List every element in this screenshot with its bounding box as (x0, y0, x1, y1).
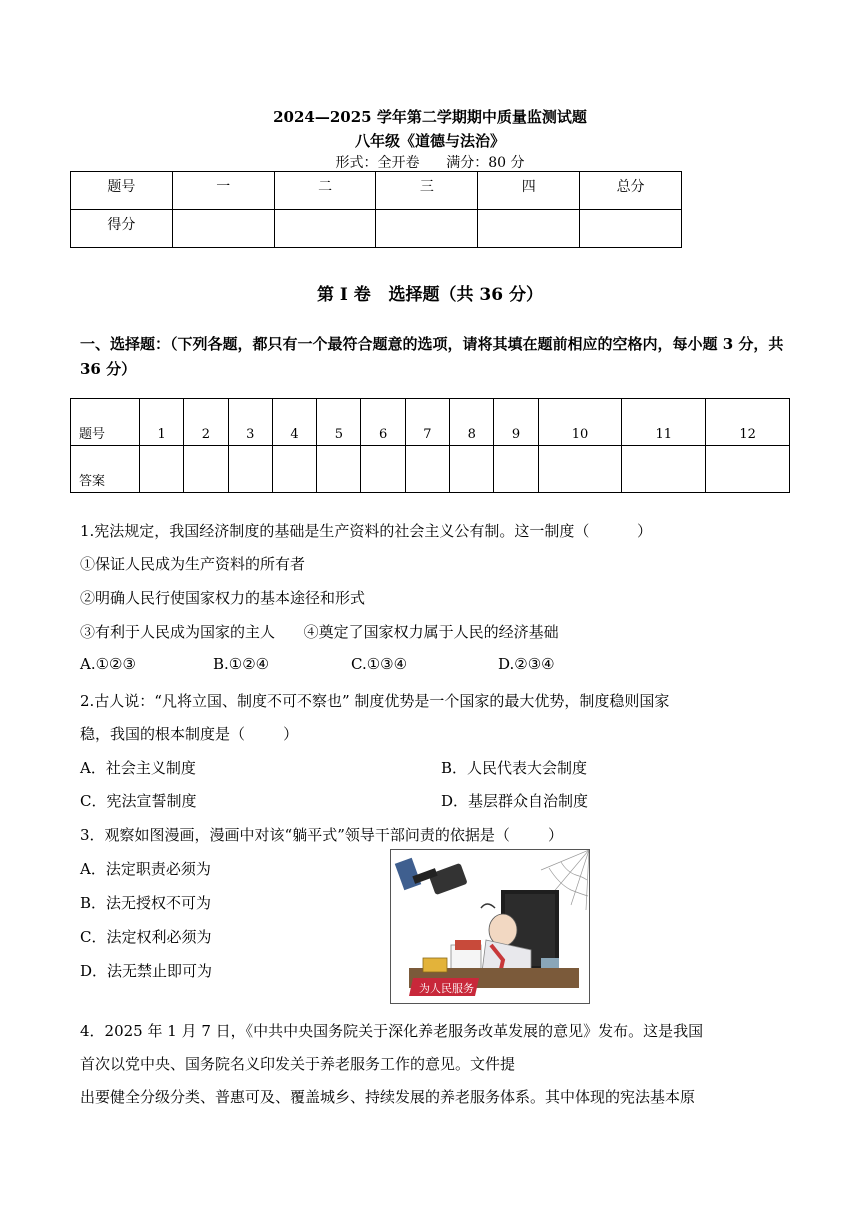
score-header-cell: 总分 (580, 172, 682, 210)
score-header-cell: 一 (172, 172, 274, 210)
answer-header-cell: 1 (140, 399, 184, 446)
q1-statement-2: ②明确人民行使国家权力的基本途径和形式 (80, 589, 366, 607)
answer-header-cell: 8 (450, 399, 494, 446)
q1-statement-1: ①保证人民成为生产资料的所有者 (80, 555, 306, 573)
section-title: 第 I 卷 选择题（共 36 分） (316, 285, 544, 305)
answer-header-cell: 题号 (71, 399, 140, 446)
answer-header-cell: 12 (706, 399, 790, 446)
answer-row-label: 答案 (71, 446, 140, 493)
exam-title: 2024—2025 学年第二学期期中质量监测试题 (273, 108, 587, 126)
answer-header-cell: 4 (272, 399, 316, 446)
cartoon-image (390, 849, 590, 1004)
q2-stem-line1: 2.古人说：“凡将立国、制度不可不察也” 制度优势是一个国家的最大优势，制度稳则国家 (80, 692, 670, 710)
cartoon-illustration (391, 850, 589, 1003)
answer-cell[interactable] (317, 446, 361, 493)
q3-stem: 3．观察如图漫画，漫画中对该“躺平式”领导干部问责的依据是（ ） (80, 826, 564, 844)
q2-stem-line2: 稳，我国的根本制度是（ ） (80, 725, 299, 743)
answer-header-cell: 3 (228, 399, 272, 446)
instructions: 一、选择题：（下列各题，都只有一个最符合题意的选项，请将其填在题前相应的空格内，每小题 3 分，共 36 分） (80, 335, 784, 378)
answer-cell[interactable] (494, 446, 538, 493)
answer-header-cell: 11 (622, 399, 706, 446)
answer-cell[interactable] (184, 446, 228, 493)
q1-option-d: D.②③④ (498, 655, 555, 673)
answer-cell[interactable] (272, 446, 316, 493)
q4-line1: 4．2025 年 1 月 7 日，《中共中央国务院关于深化养老服务改革发展的意见》发布。这是我国 (80, 1022, 704, 1040)
cartoon-banner-text: 为人民服务 (419, 982, 474, 995)
answer-header-cell: 9 (494, 399, 538, 446)
q2-option-d: D．基层群众自治制度 (441, 792, 589, 810)
answer-cell[interactable] (450, 446, 494, 493)
q3-option-c: C．法定权利必须为 (80, 928, 212, 946)
answer-header-cell: 6 (361, 399, 405, 446)
score-row-label: 得分 (71, 210, 173, 248)
q4-line2: 首次以党中央、国务院名义印发关于养老服务工作的意见。文件提 (80, 1055, 516, 1073)
answer-cell[interactable] (706, 446, 790, 493)
score-cell[interactable] (580, 210, 682, 248)
score-header-cell: 三 (376, 172, 478, 210)
answer-cell[interactable] (622, 446, 706, 493)
q1-option-c: C.①③④ (351, 655, 408, 673)
q1-option-b: B.①②④ (213, 655, 270, 673)
q1-option-a: A.①②③ (80, 655, 136, 673)
q3-option-d: D．法无禁止即可为 (80, 962, 213, 980)
score-header-cell: 题号 (71, 172, 173, 210)
q4-line3: 出要健全分级分类、普惠可及、覆盖城乡、持续发展的养老服务体系。其中体现的宪法基本原 (80, 1088, 696, 1106)
score-cell[interactable] (478, 210, 580, 248)
answer-cell[interactable] (361, 446, 405, 493)
q1-statement-3-4: ③有利于人民成为国家的主人 ④奠定了国家权力属于人民的经济基础 (80, 623, 559, 641)
q3-option-b: B．法无授权不可为 (80, 894, 212, 912)
q2-option-b: B．人民代表大会制度 (441, 759, 588, 777)
answer-header-cell: 10 (538, 399, 622, 446)
score-cell[interactable] (172, 210, 274, 248)
answer-table (70, 398, 790, 493)
q2-option-a: A．社会主义制度 (80, 759, 196, 777)
score-cell[interactable] (274, 210, 376, 248)
score-cell[interactable] (376, 210, 478, 248)
answer-cell[interactable] (140, 446, 184, 493)
answer-cell[interactable] (228, 446, 272, 493)
answer-header-cell: 7 (405, 399, 449, 446)
answer-header-cell: 5 (317, 399, 361, 446)
exam-subject: 八年级《道德与法治》 (354, 132, 505, 150)
q3-option-a: A．法定职责必须为 (80, 860, 211, 878)
answer-cell[interactable] (405, 446, 449, 493)
answer-cell[interactable] (538, 446, 622, 493)
score-header-cell: 四 (478, 172, 580, 210)
q1-stem: 1.宪法规定，我国经济制度的基础是生产资料的社会主义公有制。这一制度（ ） (80, 522, 652, 540)
score-table (70, 171, 682, 248)
answer-header-cell: 2 (184, 399, 228, 446)
score-header-cell: 二 (274, 172, 376, 210)
q2-option-c: C．宪法宣誓制度 (80, 792, 197, 810)
exam-format: 形式：全开卷 满分：80 分 (335, 155, 525, 171)
